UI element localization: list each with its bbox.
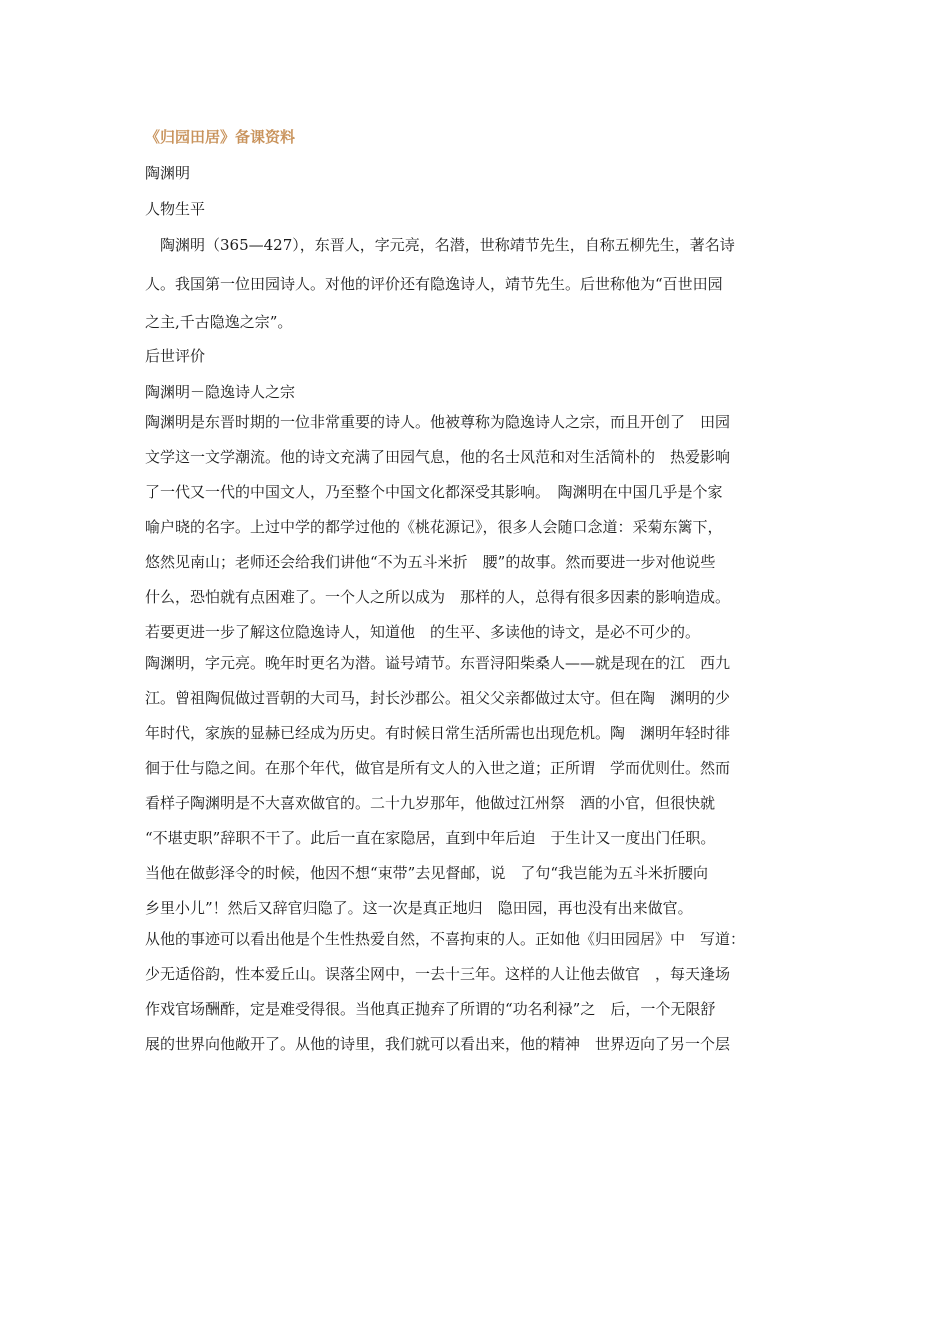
character-paragraph [145,924,810,1064]
paragraph-line: 之主,千古隐逸之宗”。 [145,313,293,331]
paragraph-line: 乡里小儿”！然后又辞官归隐了。这一次是真正地归 隐田园，再也没有出来做官。 [145,899,693,917]
paragraph-line: 悠然见南山；老师还会给我们讲他“不为五斗米折 腰”的故事。然而要进一步对他说些 [145,553,716,571]
paragraph-line: 看样子陶渊明是不大喜欢做官的。二十九岁那年，他做过江州祭 酒的小官，但很快就 [145,794,716,812]
paragraph-line: 少无适俗韵，性本爱丘山。误落尘网中，一去十三年。这样的人让他去做官 ，每天逢场 [145,965,731,983]
paragraph-line: 人。我国第一位田园诗人。对他的评价还有隐逸诗人，靖节先生。后世称他为“百世田园 [145,274,723,293]
paragraph-line: 展的世界向他敞开了。从他的诗里，我们就可以看出来，他的精神 世界迈向了另一个层 [145,1035,731,1053]
paragraph-line: 从他的事迹可以看出他是个生性热爱自然，不喜拘束的人。正如他《归田园居》中 写道： [145,930,746,948]
paragraph-line: 作戏官场酬酢，定是难受得很。当他真正抛弃了所谓的“功名利禄”之 后，一个无限舒 [145,1000,716,1018]
paragraph-line: 喻户晓的名字。上过中学的都学过他的《桃花源记》，很多人会随口念道：采菊东篱下， [145,518,723,536]
intro-paragraph [145,230,810,341]
document-page [145,122,810,1064]
paragraph-line: 文学这一文学潮流。他的诗文充满了田园气息，他的名士风范和对生活简朴的 热爱影响 [145,448,731,466]
section-heading-evaluation: 后世评价 [145,347,206,365]
author-name: 陶渊明 [145,164,191,182]
paragraph-line: 了一代又一代的中国文人，乃至整个中国文化都深受其影响。 陶渊明在中国几乎是个家 [145,483,723,501]
paragraph-line: 当他在做彭泽令的时候，他因不想“束带”去见督邮，说 了句“我岂能为五斗米折腰向 [145,864,709,882]
paragraph-line: 陶渊明（365—427），东晋人，字元亮，名潜，世称靖节先生，自称五柳先生，著名诗 [145,236,735,254]
section-heading-life: 人物生平 [145,200,206,218]
paragraph-line: 什么，恐怕就有点困难了。一个人之所以成为 那样的人，总得有很多因素的影响造成。 [145,588,731,606]
paragraph-line: “不堪吏职”辞职不干了。此后一直在家隐居，直到中年后迫 于生计又一度出门任职。 [145,829,716,847]
paragraph-line: 江。曾祖陶侃做过晋朝的大司马，封长沙郡公。祖父父亲都做过太守。但在陶 渊明的少 [145,689,731,707]
document-title: 《归园田居》备课资料 [145,128,296,146]
paragraph-line: 徊于仕与隐之间。在那个年代，做官是所有文人的入世之道；正所谓 学而优则仕。然而 [145,759,731,777]
paragraph-line: 若要更进一步了解这位隐逸诗人，知道他 的生平、多读他的诗文，是必不可少的。 [145,623,701,641]
paragraph-line: 年时代，家族的显赫已经成为历史。有时候日常生活所需也出现危机。陶 渊明年轻时徘 [145,724,731,742]
section-subtitle: 陶渊明－隐逸诗人之宗 [145,383,296,401]
evaluation-paragraph [145,407,810,648]
paragraph-line: 陶渊明，字元亮。晚年时更名为潜。谥号靖节。东晋浔阳柴桑人——就是现在的江 西九 [145,654,731,672]
paragraph-line: 陶渊明是东晋时期的一位非常重要的诗人。他被尊称为隐逸诗人之宗，而且开创了 田园 [145,413,731,431]
biography-paragraph [145,648,810,924]
